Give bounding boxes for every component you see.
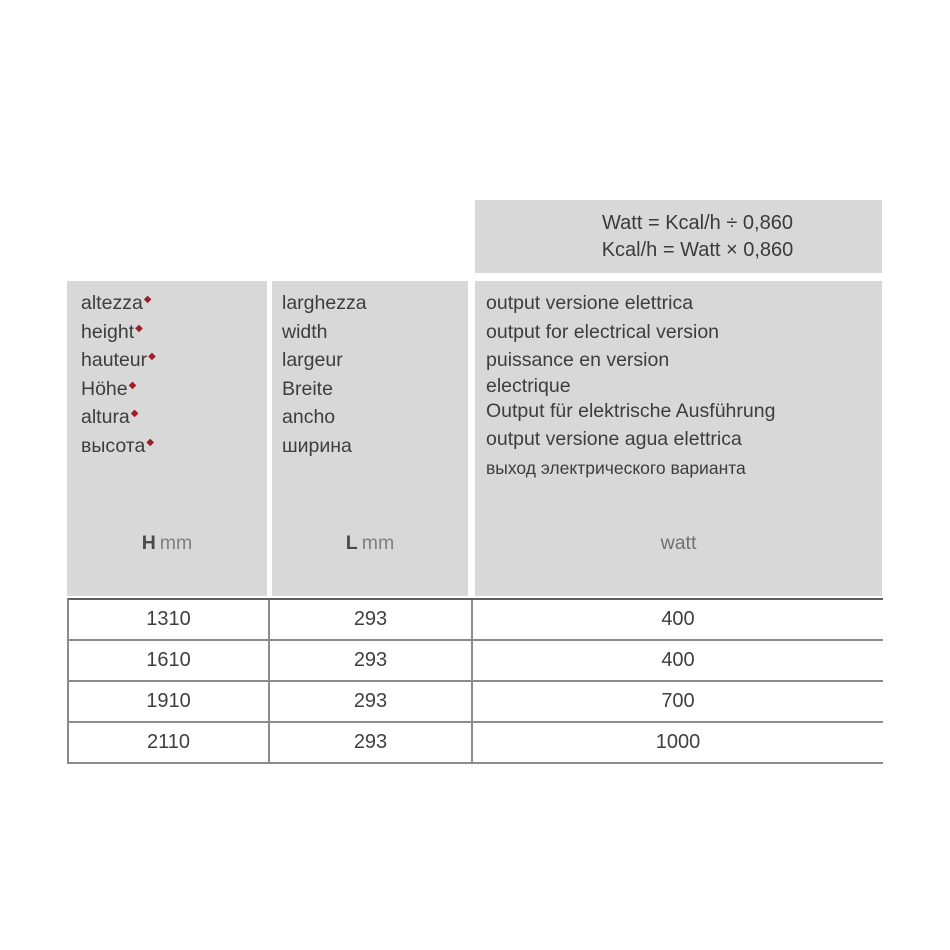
table-cell-height: 2110 (69, 723, 270, 762)
table-cell-watt: 1000 (655, 731, 701, 753)
table-cell-width: 293 (270, 723, 473, 762)
label-text: altezza (81, 292, 143, 314)
column-label (81, 375, 267, 404)
table-cell-width: 293 (270, 682, 473, 721)
diamond-icon: ◆ (128, 379, 137, 391)
column-label (81, 289, 267, 318)
header-col-output (475, 281, 882, 596)
table-row (69, 682, 883, 723)
label-text: altura (81, 406, 130, 428)
column-label: largeur (282, 349, 343, 371)
table-cell-watt: 400 (661, 608, 695, 630)
unit-mm-label: mm (361, 532, 395, 554)
unit-mm-label: mm (159, 532, 193, 554)
unit-symbol-h: H (141, 532, 156, 554)
column-label (81, 432, 267, 461)
column-label: output versione elettrica (486, 292, 694, 314)
column-label: larghezza (282, 292, 367, 314)
table-cell-watt: 400 (661, 649, 695, 671)
diamond-icon: ◆ (148, 351, 156, 362)
table-row (69, 641, 883, 682)
diamond-icon: ◆ (143, 294, 152, 305)
diamond-icon: ◆ (130, 408, 139, 419)
column-label: electrique (486, 374, 571, 397)
column-label: ширина (282, 434, 352, 457)
column-label: width (282, 320, 328, 343)
column-label (81, 318, 267, 347)
diamond-icon: ◆ (135, 322, 143, 334)
unit-h-mm (67, 533, 267, 553)
unit-symbol-l: L (345, 532, 358, 554)
header-col-width (272, 281, 468, 596)
table-cell-height: 1610 (69, 641, 270, 680)
column-label (81, 403, 267, 432)
formula-line-1: Watt = Kcal/h ÷ 0,860 (602, 211, 793, 234)
column-label: ancho (282, 406, 336, 428)
column-label: puissance en version (486, 349, 670, 371)
column-label: выход электрического варианта (486, 457, 746, 478)
column-label: output for electrical version (486, 320, 720, 343)
column-label: Output für elektrische Ausführung (486, 399, 776, 422)
unit-l-mm (272, 533, 468, 553)
column-label (81, 346, 267, 375)
table-cell-watt: 700 (661, 690, 695, 712)
table-cell-height: 1910 (69, 682, 270, 721)
label-text: height (81, 320, 135, 343)
table-cell-width: 293 (270, 600, 473, 639)
spec-table (67, 598, 883, 764)
label-text: высота (81, 434, 146, 457)
conversion-formula-box (475, 200, 882, 273)
column-label: Breite (282, 377, 333, 400)
table-cell-height: 1310 (69, 600, 270, 639)
label-text: hauteur (81, 349, 148, 371)
formula-line-2: Kcal/h = Watt × 0,860 (601, 238, 794, 261)
diamond-icon: ◆ (146, 436, 155, 448)
unit-watt-label: watt (660, 532, 697, 554)
label-text: Höhe (81, 377, 128, 400)
unit-watt (475, 533, 882, 553)
column-label: output versione agua elettrica (486, 428, 742, 450)
header-col-height (67, 281, 267, 596)
table-row (69, 600, 883, 641)
table-row (69, 723, 883, 764)
table-cell-width: 293 (270, 641, 473, 680)
